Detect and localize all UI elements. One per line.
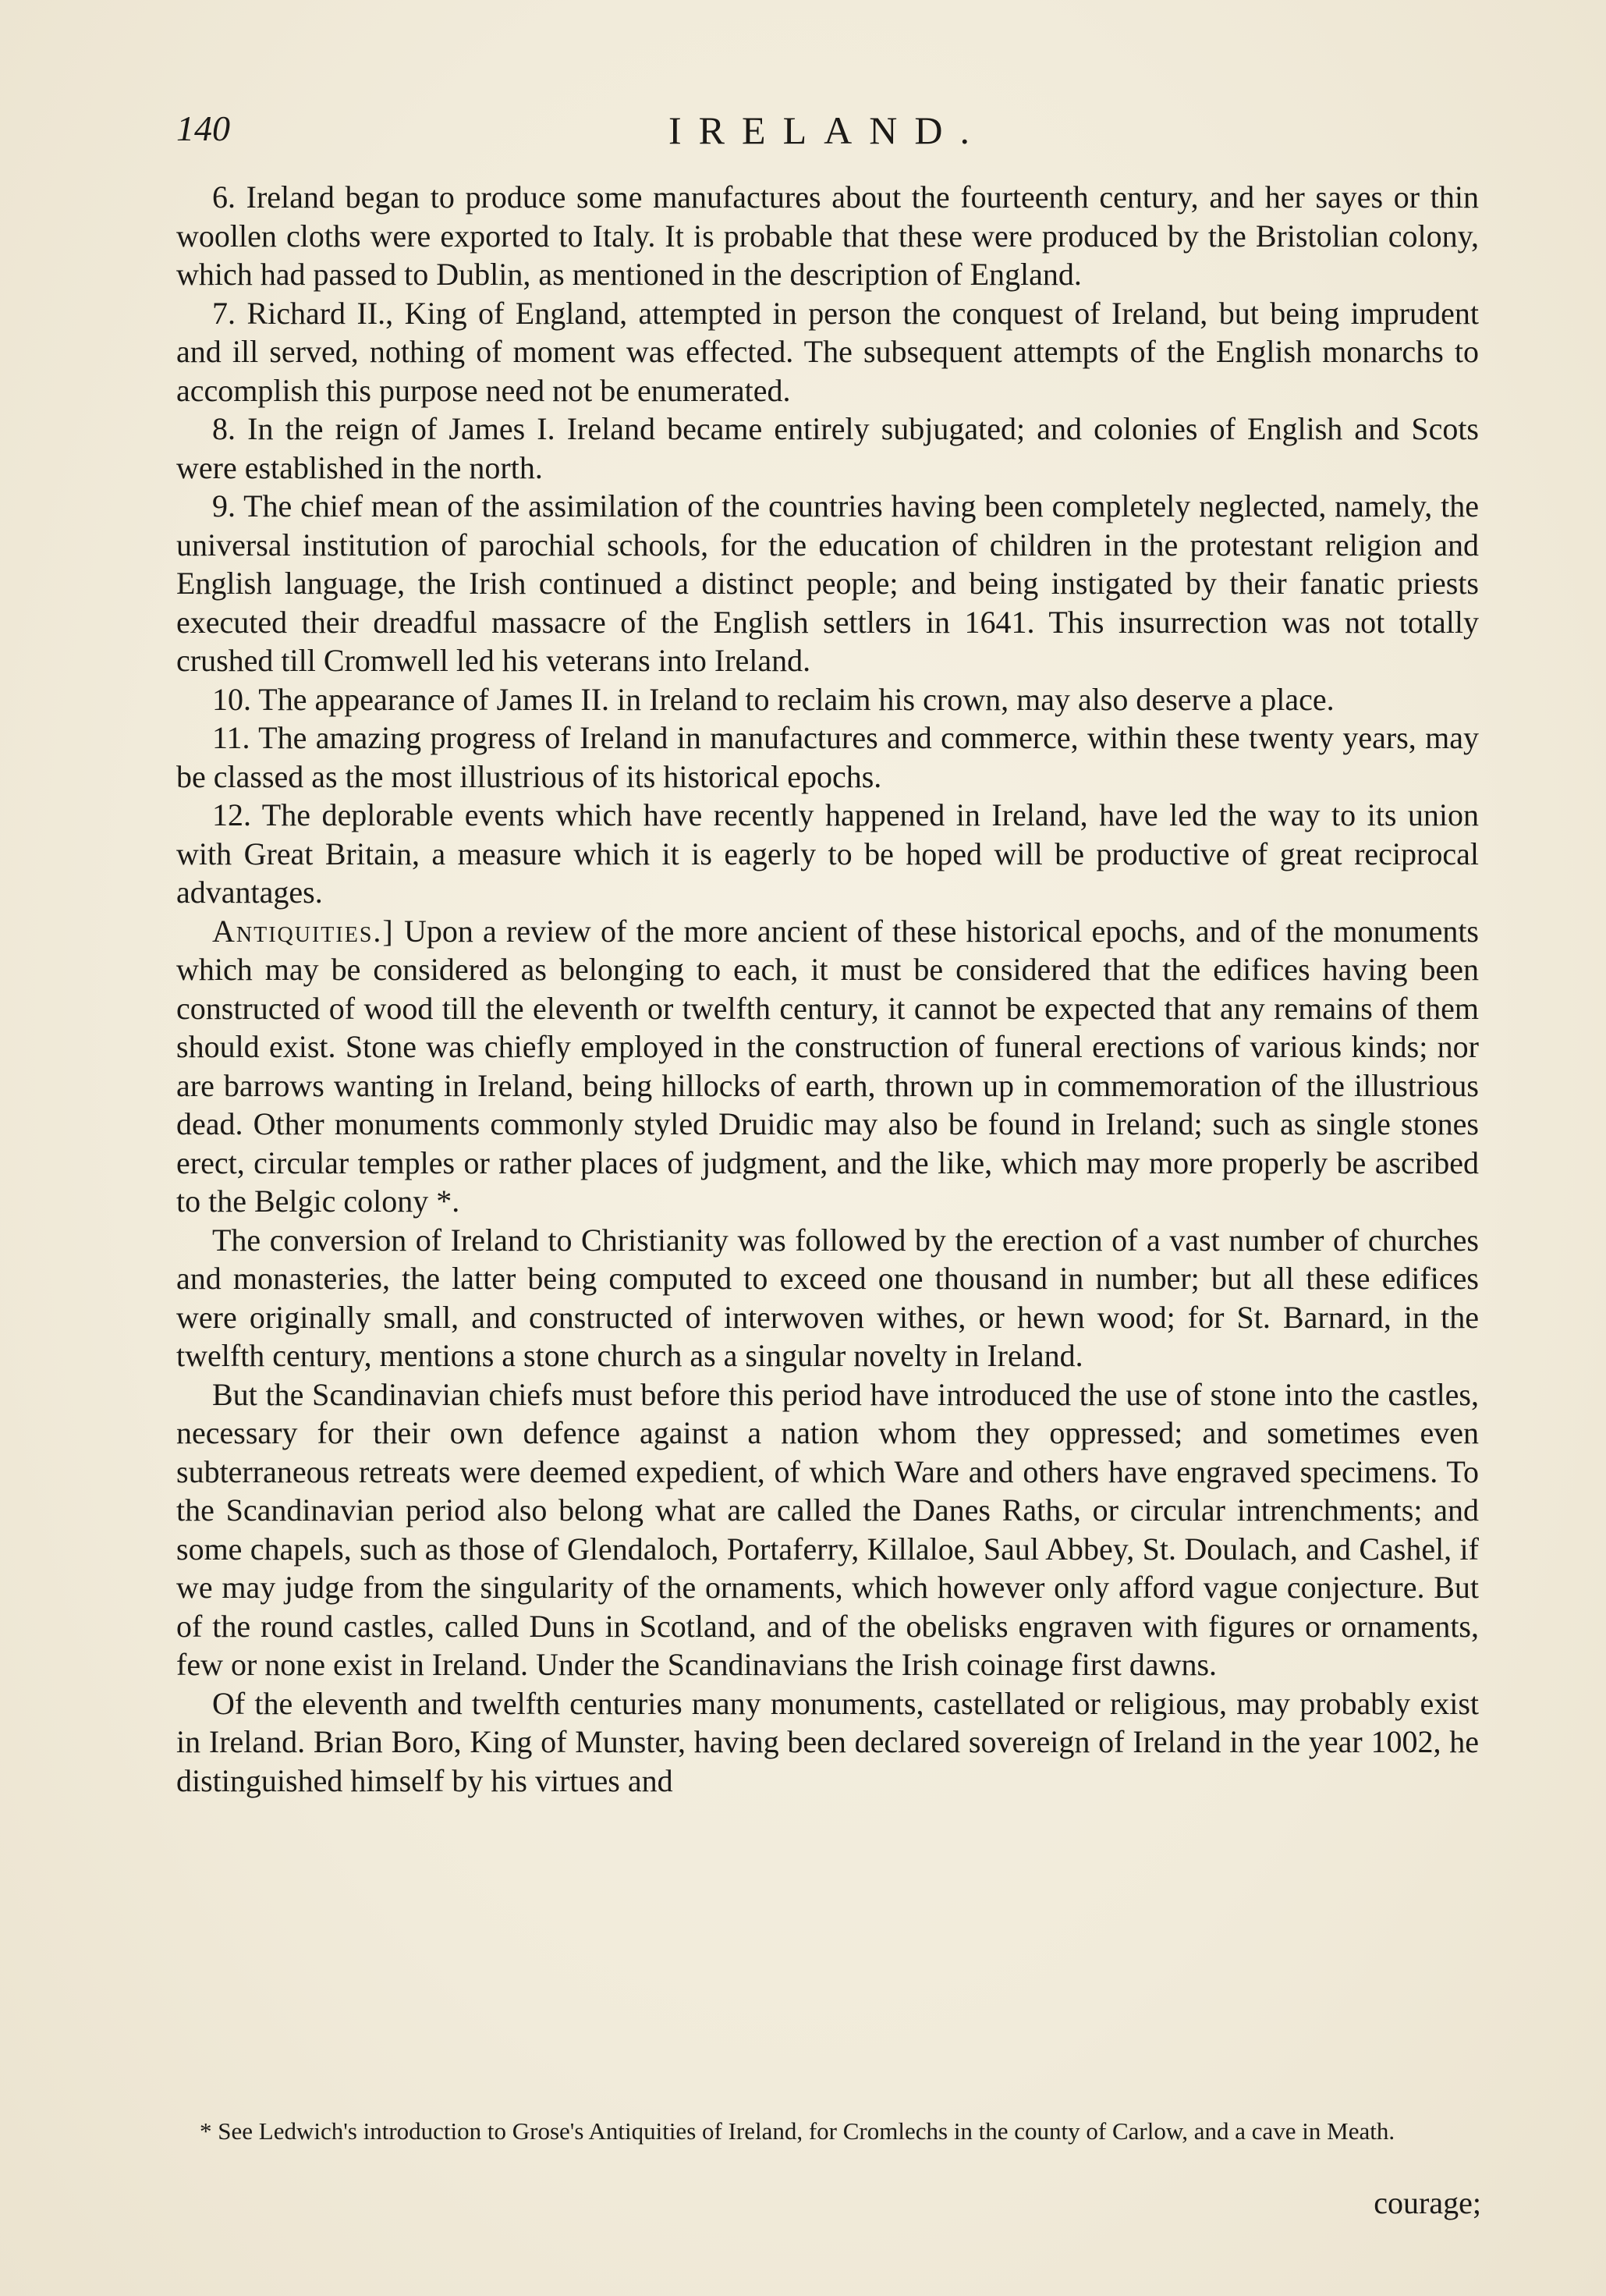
paragraph-6: 6. Ireland began to produce some manufactures about the fourteenth century, and her sayes or thin woollen cloths were exported to Italy. It is probable that these were produced by the Bristolian colony, which had passed to Dublin, as mentioned in the description of England. (176, 179, 1479, 292)
catchword: courage; (1374, 2185, 1481, 2220)
paragraph-conversion: The conversion of Ireland to Christianity was followed by the erection of a vast number of churches and monasteries, the latter being computed to exceed one thousand in number; but all these edifices were originally small, and constructed of interwoven withes, or hewn wood; for St. Barnard, in the twelfth century, mentions a stone church as a singular novelty in Ireland. (176, 1222, 1479, 1373)
paragraph-eleventh-century: Of the eleventh and twelfth centuries many monuments, castellated or religious, may probably exist in Ireland. Brian Boro, King of Munster, having been declared sovereign of Ireland in the year 1002, he distinguished himself by his virtues and (176, 1685, 1479, 1798)
paragraph-9: 9. The chief mean of the assimilation of the countries having been completely neglected, namely, the universal institution of parochial schools, for the education of children in the protestant religion and English language, the Irish continued a distinct people; and being instigated by their fanatic priests executed their dreadful massacre of the English settlers in 1641. This insurrection was not totally crushed till Cromwell led his veterans into Ireland. (176, 488, 1479, 678)
running-head (176, 108, 1479, 162)
paragraph-8: 8. In the reign of James I. Ireland became entirely subjugated; and colonies of English and Scots were established in the north. (176, 411, 1479, 485)
paragraph-10: 10. The appearance of James II. in Ireland to reclaim his crown, may also deserve a place. (212, 681, 1335, 717)
antiquities-text: Upon a review of the more ancient of these historical epochs, and of the monuments which may be considered as belonging to each, it must be considered that the edifices having been constructed of wood till the eleventh or twelfth century, it cannot be expected that any remains of them should exist. Stone was chiefly employed in the construction of funeral erections of various kinds; nor are barrows wanting in Ireland, being hillocks of earth, thrown up in commemoration of the illustrious dead. Other monuments commonly styled Druidic may also be found in Ireland; such as single stones erect, circular temples or rather places of judgment, and the like, which may more properly be ascribed to the Belgic colony *. (176, 913, 1479, 1219)
running-title: IRELAND. (668, 108, 987, 152)
antiquities-heading: Antiquities.] (212, 913, 395, 949)
body-text (176, 178, 1479, 1800)
paragraph-antiquities (176, 912, 1479, 1221)
paragraph-12: 12. The deplorable events which have recently happened in Ireland, have led the way to its union with Great Britain, a measure which it is eagerly to be hoped will be productive of great reciprocal advantages. (176, 797, 1479, 910)
paragraph-11: 11. The amazing progress of Ireland in manufactures and commerce, within these twenty years, may be classed as the most illustrious of its historical epochs. (176, 720, 1479, 794)
paragraph-7: 7. Richard II., King of England, attempted in person the conquest of Ireland, but being imprudent and ill served, nothing of moment was effected. The subsequent attempts of the English monarchs to accomplish this purpose need not be enumerated. (176, 295, 1479, 408)
paragraph-scandinavian: But the Scandinavian chiefs must before this period have introduced the use of stone into the castles, necessary for their own defence against a nation whom they oppressed; and sometimes even subterraneous retreats were deemed expedient, of which Ware and others have engraved specimens. To the Scandinavian period also belong what are called the Danes Raths, or circular intrenchments; and some chapels, such as those of Glendaloch, Portaferry, Killaloe, Saul Abbey, St. Doulach, and Cashel, if we may judge from the singularity of the ornaments, which however only afford vague conjecture. But of the round castles, called Duns in Scotland, and of the obelisks engraven with figures or ornaments, few or none exist in Ireland. Under the Scandinavians the Irish coinage first dawns. (176, 1376, 1479, 1682)
page-number: 140 (176, 108, 230, 148)
footnote-text: * See Ledwich's introduction to Grose's Antiquities of Ireland, for Cromlechs in the county of Carlow, and a cave in Meath. (200, 2117, 1395, 2145)
footnote (176, 2116, 1479, 2146)
